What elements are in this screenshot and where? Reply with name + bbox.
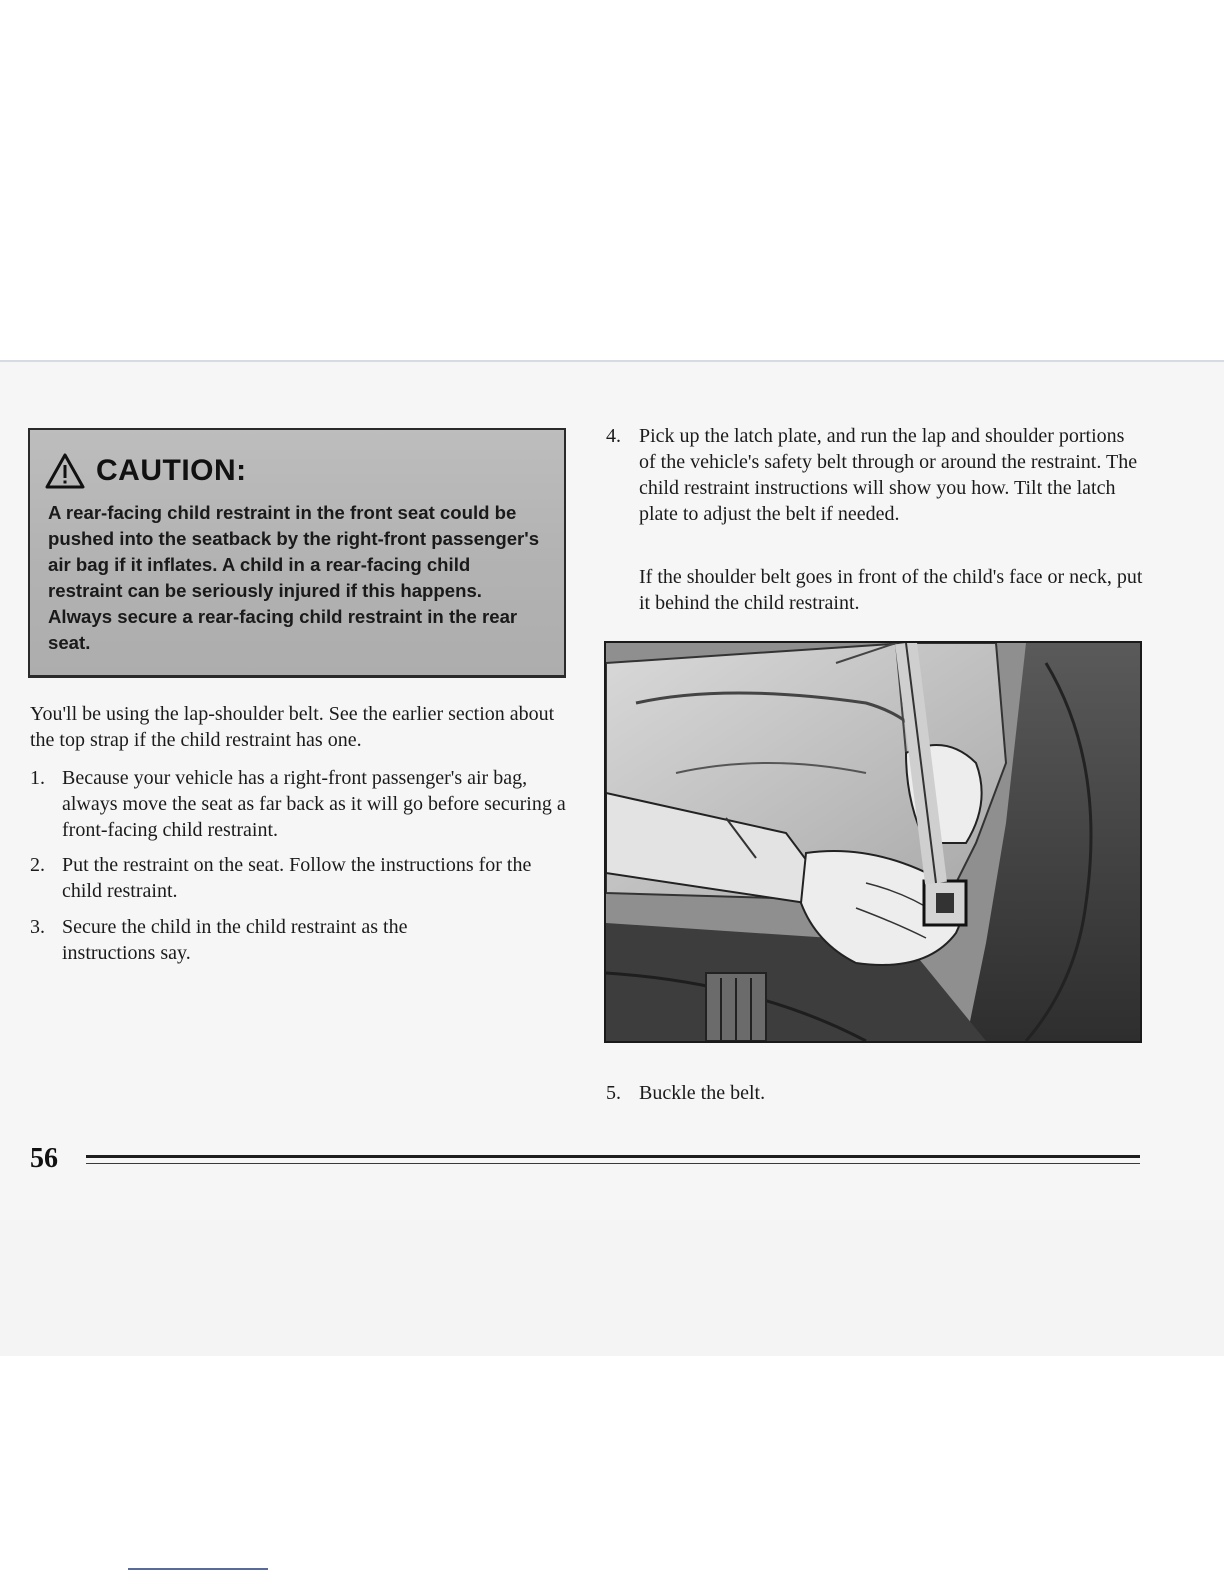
list-item bbox=[30, 852, 570, 904]
caution-box bbox=[28, 428, 566, 678]
footer-rule bbox=[86, 1155, 1140, 1158]
step-number: 2. bbox=[30, 854, 45, 876]
step-number: 1. bbox=[30, 767, 45, 789]
warning-triangle-icon bbox=[44, 452, 86, 490]
step-text: Buckle the belt. bbox=[639, 1082, 766, 1104]
bottom-margin bbox=[0, 1220, 1224, 1356]
step-number: 3. bbox=[30, 916, 45, 938]
caution-header bbox=[44, 452, 247, 490]
step-text: Put the restraint on the seat. Follow the instructions for the child restraint. bbox=[62, 854, 532, 902]
list-item bbox=[30, 765, 570, 843]
intro-paragraph: You'll be using the lap-shoulder belt. See the earlier section about the top strap if the child restraint has one. bbox=[30, 703, 555, 751]
step-text: Because your vehicle has a right-front passenger's air bag, always move the seat as far back as it will go before securing a front-facing child restraint. bbox=[62, 767, 566, 841]
caution-text: A rear-facing child restraint in the front seat could be pushed into the seatback by the right-front passenger's air bag if it inflates. A child in a rear-facing child restraint can be seriously injured if this happens. Always secure a rear-facing child restraint in the rear seat. bbox=[48, 502, 540, 653]
step-number: 5. bbox=[606, 1082, 621, 1104]
child-restraint-belt-illustration bbox=[604, 641, 1142, 1043]
stray-underline bbox=[128, 1568, 268, 1570]
page-number: 56 bbox=[30, 1143, 58, 1174]
caution-title: CAUTION: bbox=[96, 454, 247, 487]
step-text: Pick up the latch plate, and run the lap and shoulder portions of the vehicle's safety belt through or around the restraint. The child restraint instructions will show you how. Tilt the latch plate to adjust the belt if needed. bbox=[639, 425, 1138, 525]
footer-rule-thin bbox=[86, 1163, 1140, 1164]
step4-note: If the shoulder belt goes in front of the child's face or neck, put it behind the child restraint. bbox=[639, 566, 1143, 614]
top-margin bbox=[0, 0, 1224, 360]
step-number: 4. bbox=[606, 425, 621, 447]
list-item bbox=[606, 1080, 906, 1106]
step-text: Secure the child in the child restraint as the instructions say. bbox=[62, 916, 408, 964]
bottom-blank bbox=[0, 1356, 1224, 1584]
illustration-drawing bbox=[606, 643, 1140, 1041]
list-item bbox=[606, 423, 1146, 527]
list-item bbox=[30, 914, 570, 966]
